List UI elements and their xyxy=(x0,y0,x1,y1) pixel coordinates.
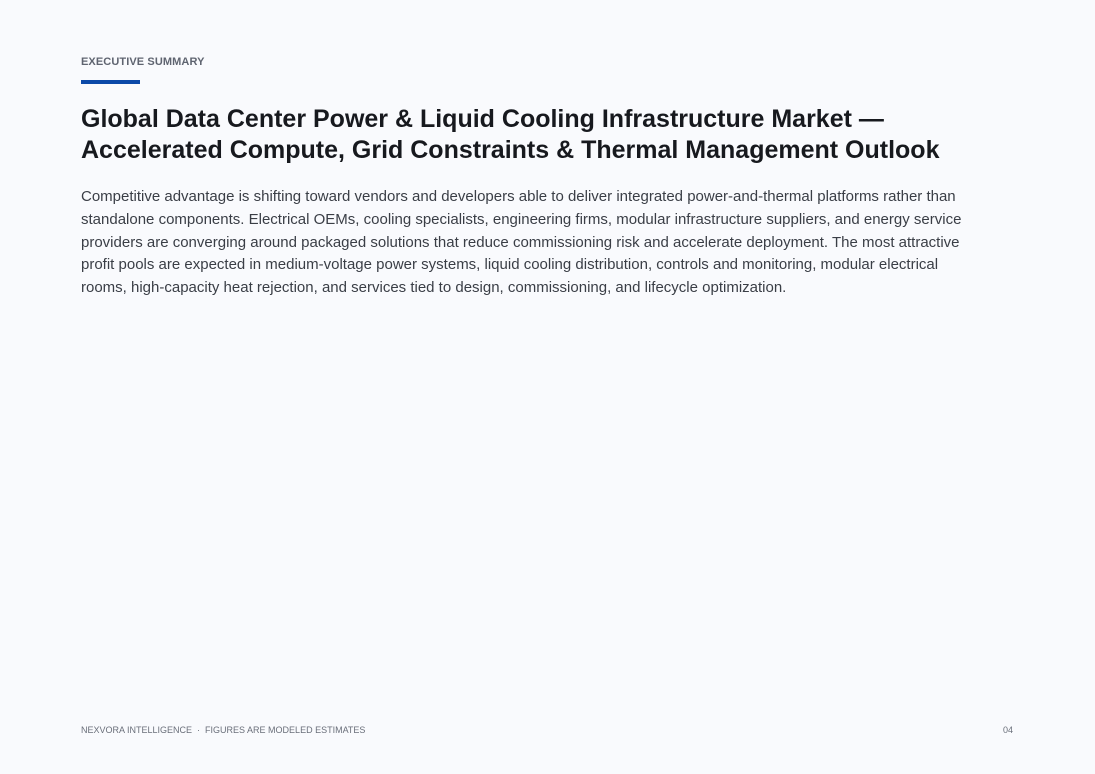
footer-note: FIGURES ARE MODELED ESTIMATES xyxy=(205,725,366,735)
page-number: 04 xyxy=(1002,725,1013,735)
summary-paragraph xyxy=(81,186,1011,300)
page-title-line: Accelerated Compute, Grid Constraints & Thermal Management Outlook xyxy=(81,136,940,164)
footer-separator: · xyxy=(197,725,201,735)
footer-source xyxy=(81,725,365,735)
accent-bar xyxy=(81,80,140,84)
page-title xyxy=(81,104,1041,166)
page-title-line: Global Data Center Power & Liquid Cooling Infrastructure Market — xyxy=(81,105,884,133)
section-label: EXECUTIVE SUMMARY xyxy=(81,56,205,68)
summary-line: Competitive advantage is shifting toward vendors and developers able to deliver integrated power-and-thermal platforms rather than xyxy=(81,188,956,205)
footer-brand: NEXVORA INTELLIGENCE xyxy=(81,725,193,735)
summary-line: providers are converging around packaged solutions that reduce commissioning risk and accelerate deployment. The most attractive xyxy=(81,233,960,251)
summary-line: standalone components. Electrical OEMs, cooling specialists, engineering firms, modular infrastructure suppliers, and energy service xyxy=(81,210,962,228)
summary-line: rooms, high-capacity heat rejection, and services tied to design, commissioning, and lifecycle optimization. xyxy=(81,279,787,297)
summary-line: profit pools are expected in medium-voltage power systems, liquid cooling distribution, controls and monitoring, modular electrical xyxy=(81,256,939,274)
